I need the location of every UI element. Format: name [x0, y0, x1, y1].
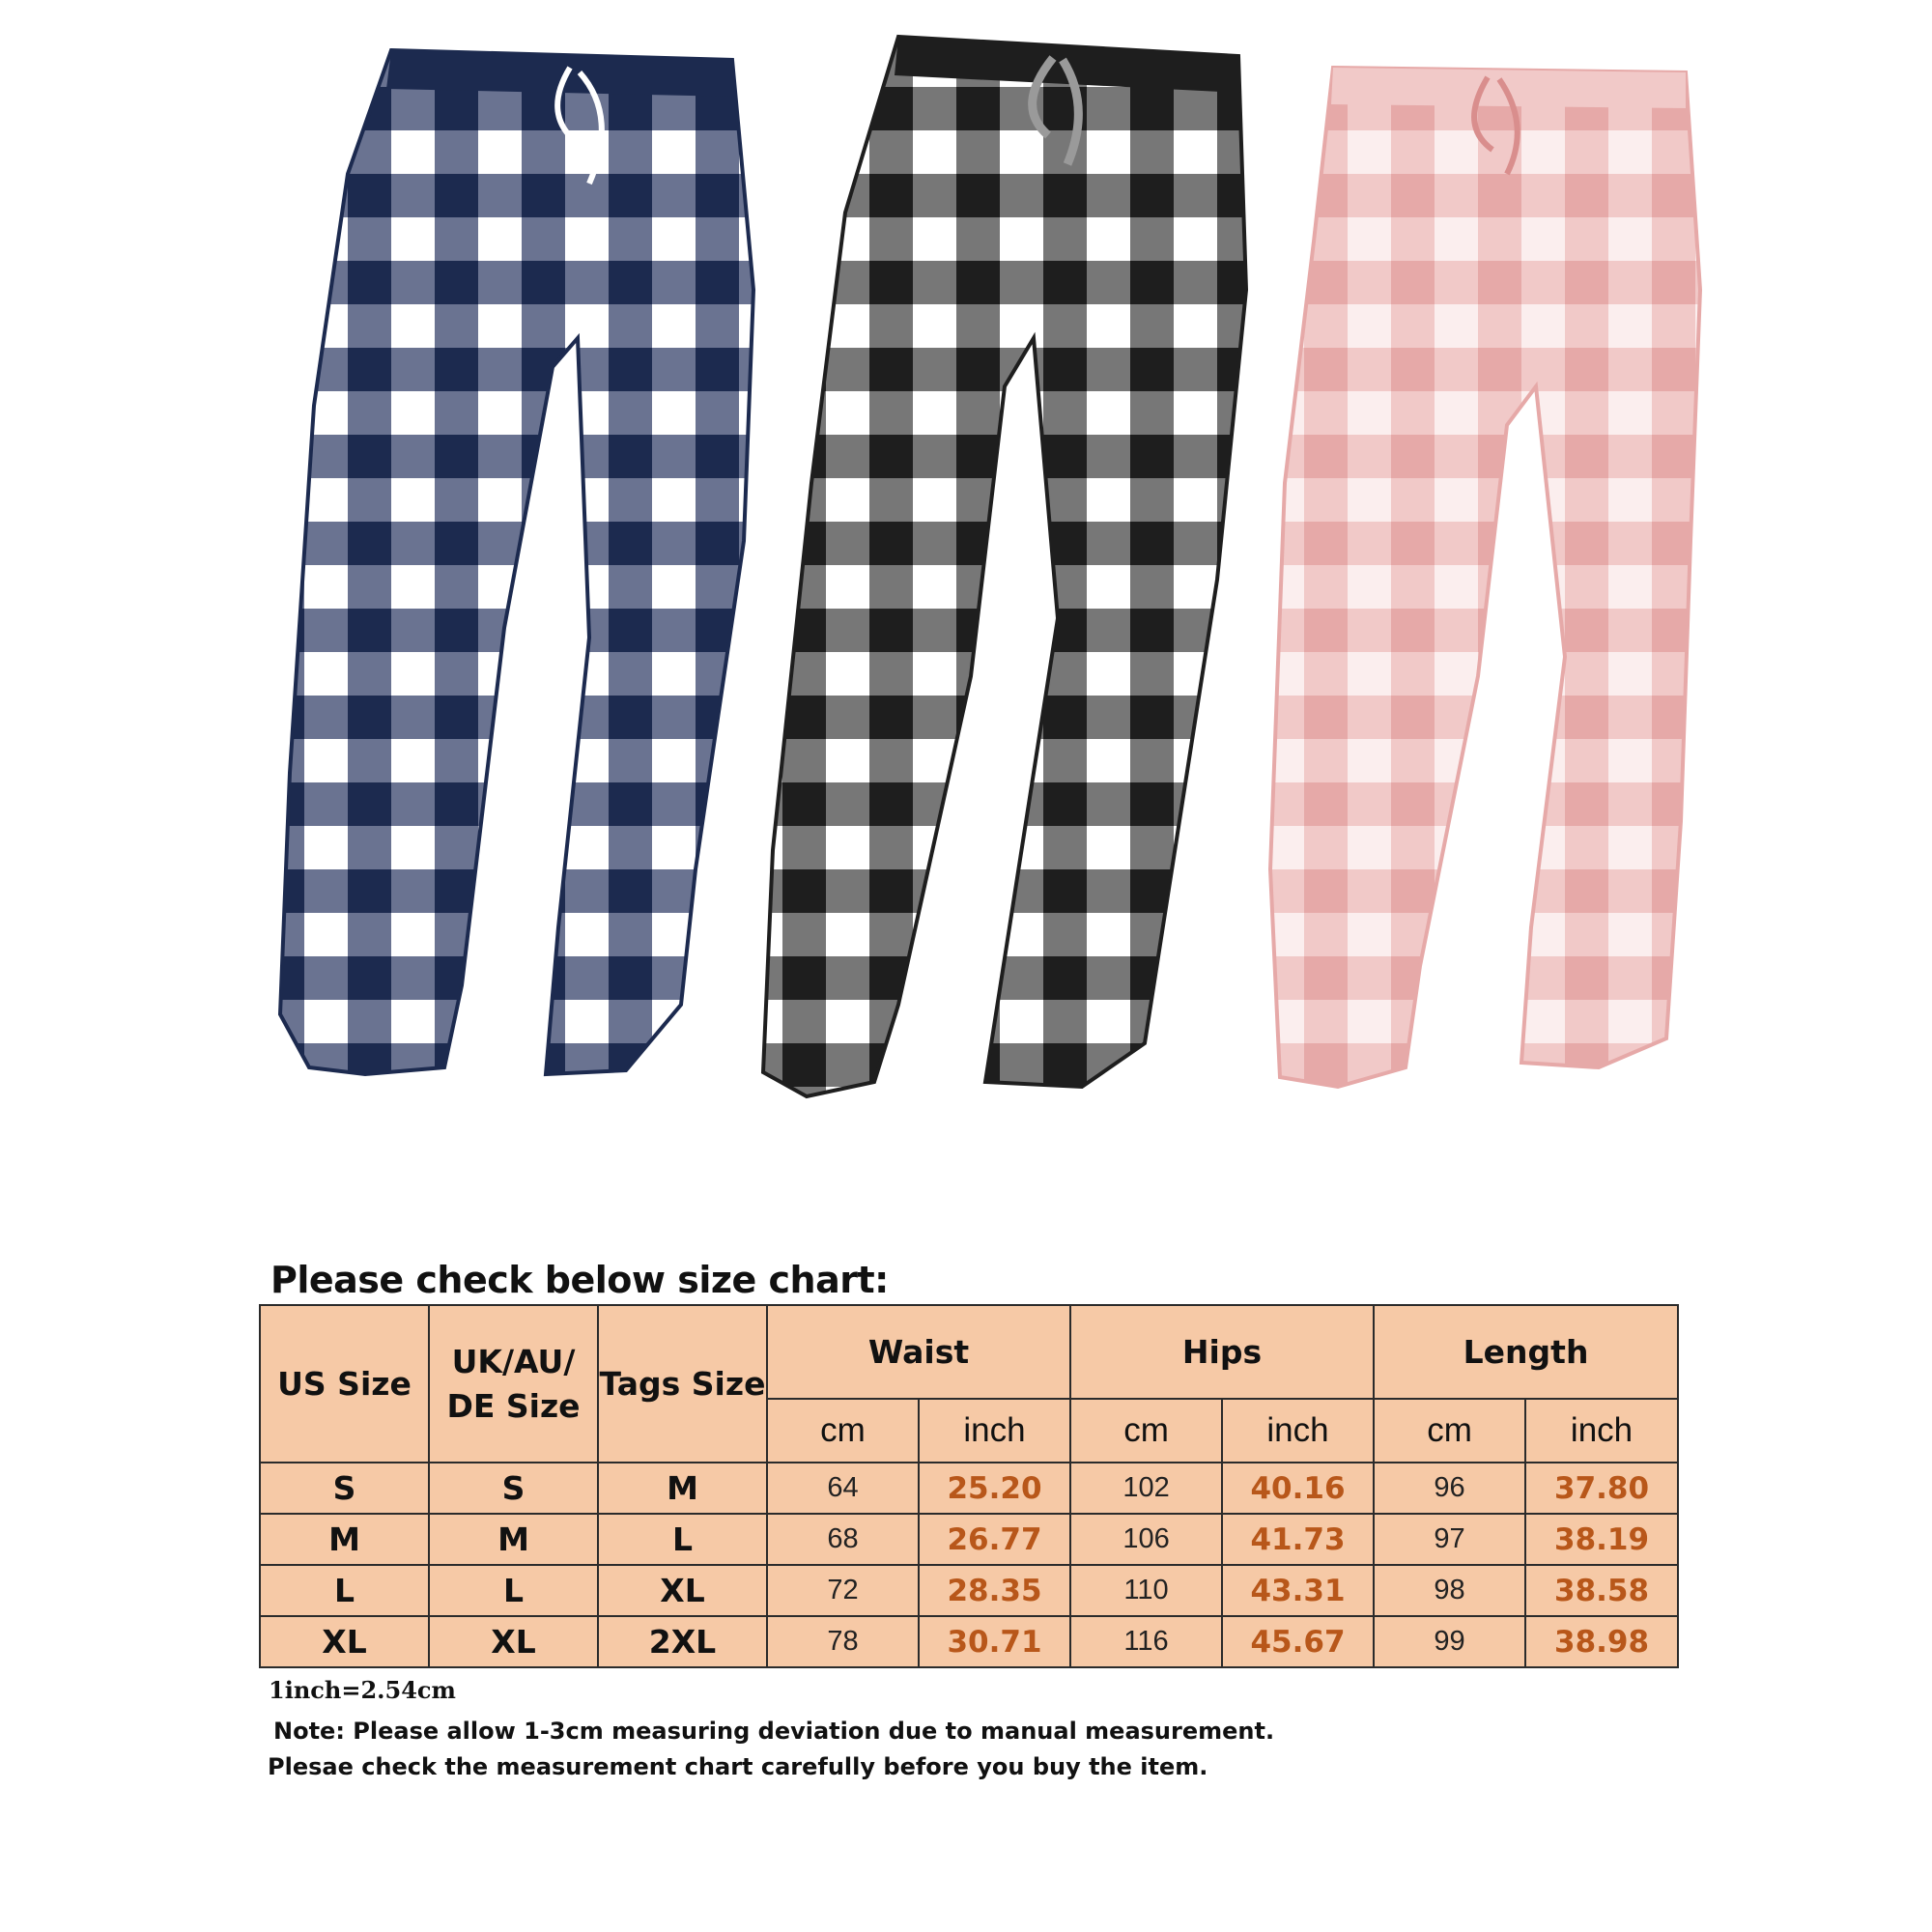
- hips-inch-cell: 43.31: [1222, 1565, 1374, 1616]
- header-length: Length: [1374, 1305, 1678, 1399]
- length-cm-cell: 97: [1374, 1514, 1525, 1565]
- waist-cm-cell: 64: [767, 1463, 919, 1514]
- header-tags-size: Tags Size: [598, 1305, 767, 1463]
- length-inch-cell: 38.98: [1525, 1616, 1678, 1667]
- table-row: [260, 1565, 1678, 1616]
- navy-plaid-pants-image: [280, 50, 753, 1074]
- uk-size-cell: XL: [429, 1616, 598, 1667]
- uk-size-cell: L: [429, 1565, 598, 1616]
- check-note: Plesae check the measurement chart carefully before you buy the item.: [268, 1753, 1208, 1780]
- header-us-size: US Size: [260, 1305, 429, 1463]
- waist-cm-cell: 68: [767, 1514, 919, 1565]
- size-chart-table: [259, 1304, 1679, 1668]
- waist-inch-cell: 28.35: [919, 1565, 1070, 1616]
- us-size-cell: S: [260, 1463, 429, 1514]
- length-cm-cell: 98: [1374, 1565, 1525, 1616]
- hips-inch-cell: 40.16: [1222, 1463, 1374, 1514]
- hips-inch-cell: 41.73: [1222, 1514, 1374, 1565]
- subheader-hips-inch: inch: [1222, 1399, 1374, 1463]
- us-size-cell: M: [260, 1514, 429, 1565]
- subheader-waist-cm: cm: [767, 1399, 919, 1463]
- length-cm-cell: 96: [1374, 1463, 1525, 1514]
- table-row: [260, 1616, 1678, 1667]
- hips-cm-cell: 106: [1070, 1514, 1222, 1565]
- tag-size-cell: XL: [598, 1565, 767, 1616]
- hips-inch-cell: 45.67: [1222, 1616, 1374, 1667]
- tag-size-cell: M: [598, 1463, 767, 1514]
- uk-size-cell: S: [429, 1463, 598, 1514]
- length-inch-cell: 38.58: [1525, 1565, 1678, 1616]
- pink-plaid-pants-image: [1270, 68, 1700, 1087]
- table-row: [260, 1463, 1678, 1514]
- length-inch-cell: 38.19: [1525, 1514, 1678, 1565]
- us-size-cell: XL: [260, 1616, 429, 1667]
- deviation-note: Note: Please allow 1-3cm measuring deviation due to manual measurement.: [273, 1718, 1275, 1745]
- uk-size-cell: M: [429, 1514, 598, 1565]
- header-waist: Waist: [767, 1305, 1070, 1399]
- conversion-note: 1inch=2.54cm: [269, 1676, 456, 1704]
- tag-size-cell: 2XL: [598, 1616, 767, 1667]
- header-hips: Hips: [1070, 1305, 1374, 1399]
- black-plaid-pants-image: [763, 37, 1246, 1096]
- subheader-hips-cm: cm: [1070, 1399, 1222, 1463]
- subheader-waist-inch: inch: [919, 1399, 1070, 1463]
- hips-cm-cell: 102: [1070, 1463, 1222, 1514]
- waist-inch-cell: 25.20: [919, 1463, 1070, 1514]
- length-inch-cell: 37.80: [1525, 1463, 1678, 1514]
- us-size-cell: L: [260, 1565, 429, 1616]
- waist-cm-cell: 72: [767, 1565, 919, 1616]
- size-chart-title: Please check below size chart:: [270, 1259, 889, 1301]
- header-uk-size: UK/AU/ DE Size: [429, 1305, 598, 1463]
- tag-size-cell: L: [598, 1514, 767, 1565]
- hips-cm-cell: 116: [1070, 1616, 1222, 1667]
- length-cm-cell: 99: [1374, 1616, 1525, 1667]
- waist-cm-cell: 78: [767, 1616, 919, 1667]
- waist-inch-cell: 30.71: [919, 1616, 1070, 1667]
- waist-inch-cell: 26.77: [919, 1514, 1070, 1565]
- hips-cm-cell: 110: [1070, 1565, 1222, 1616]
- subheader-length-cm: cm: [1374, 1399, 1525, 1463]
- table-row: [260, 1514, 1678, 1565]
- subheader-length-inch: inch: [1525, 1399, 1678, 1463]
